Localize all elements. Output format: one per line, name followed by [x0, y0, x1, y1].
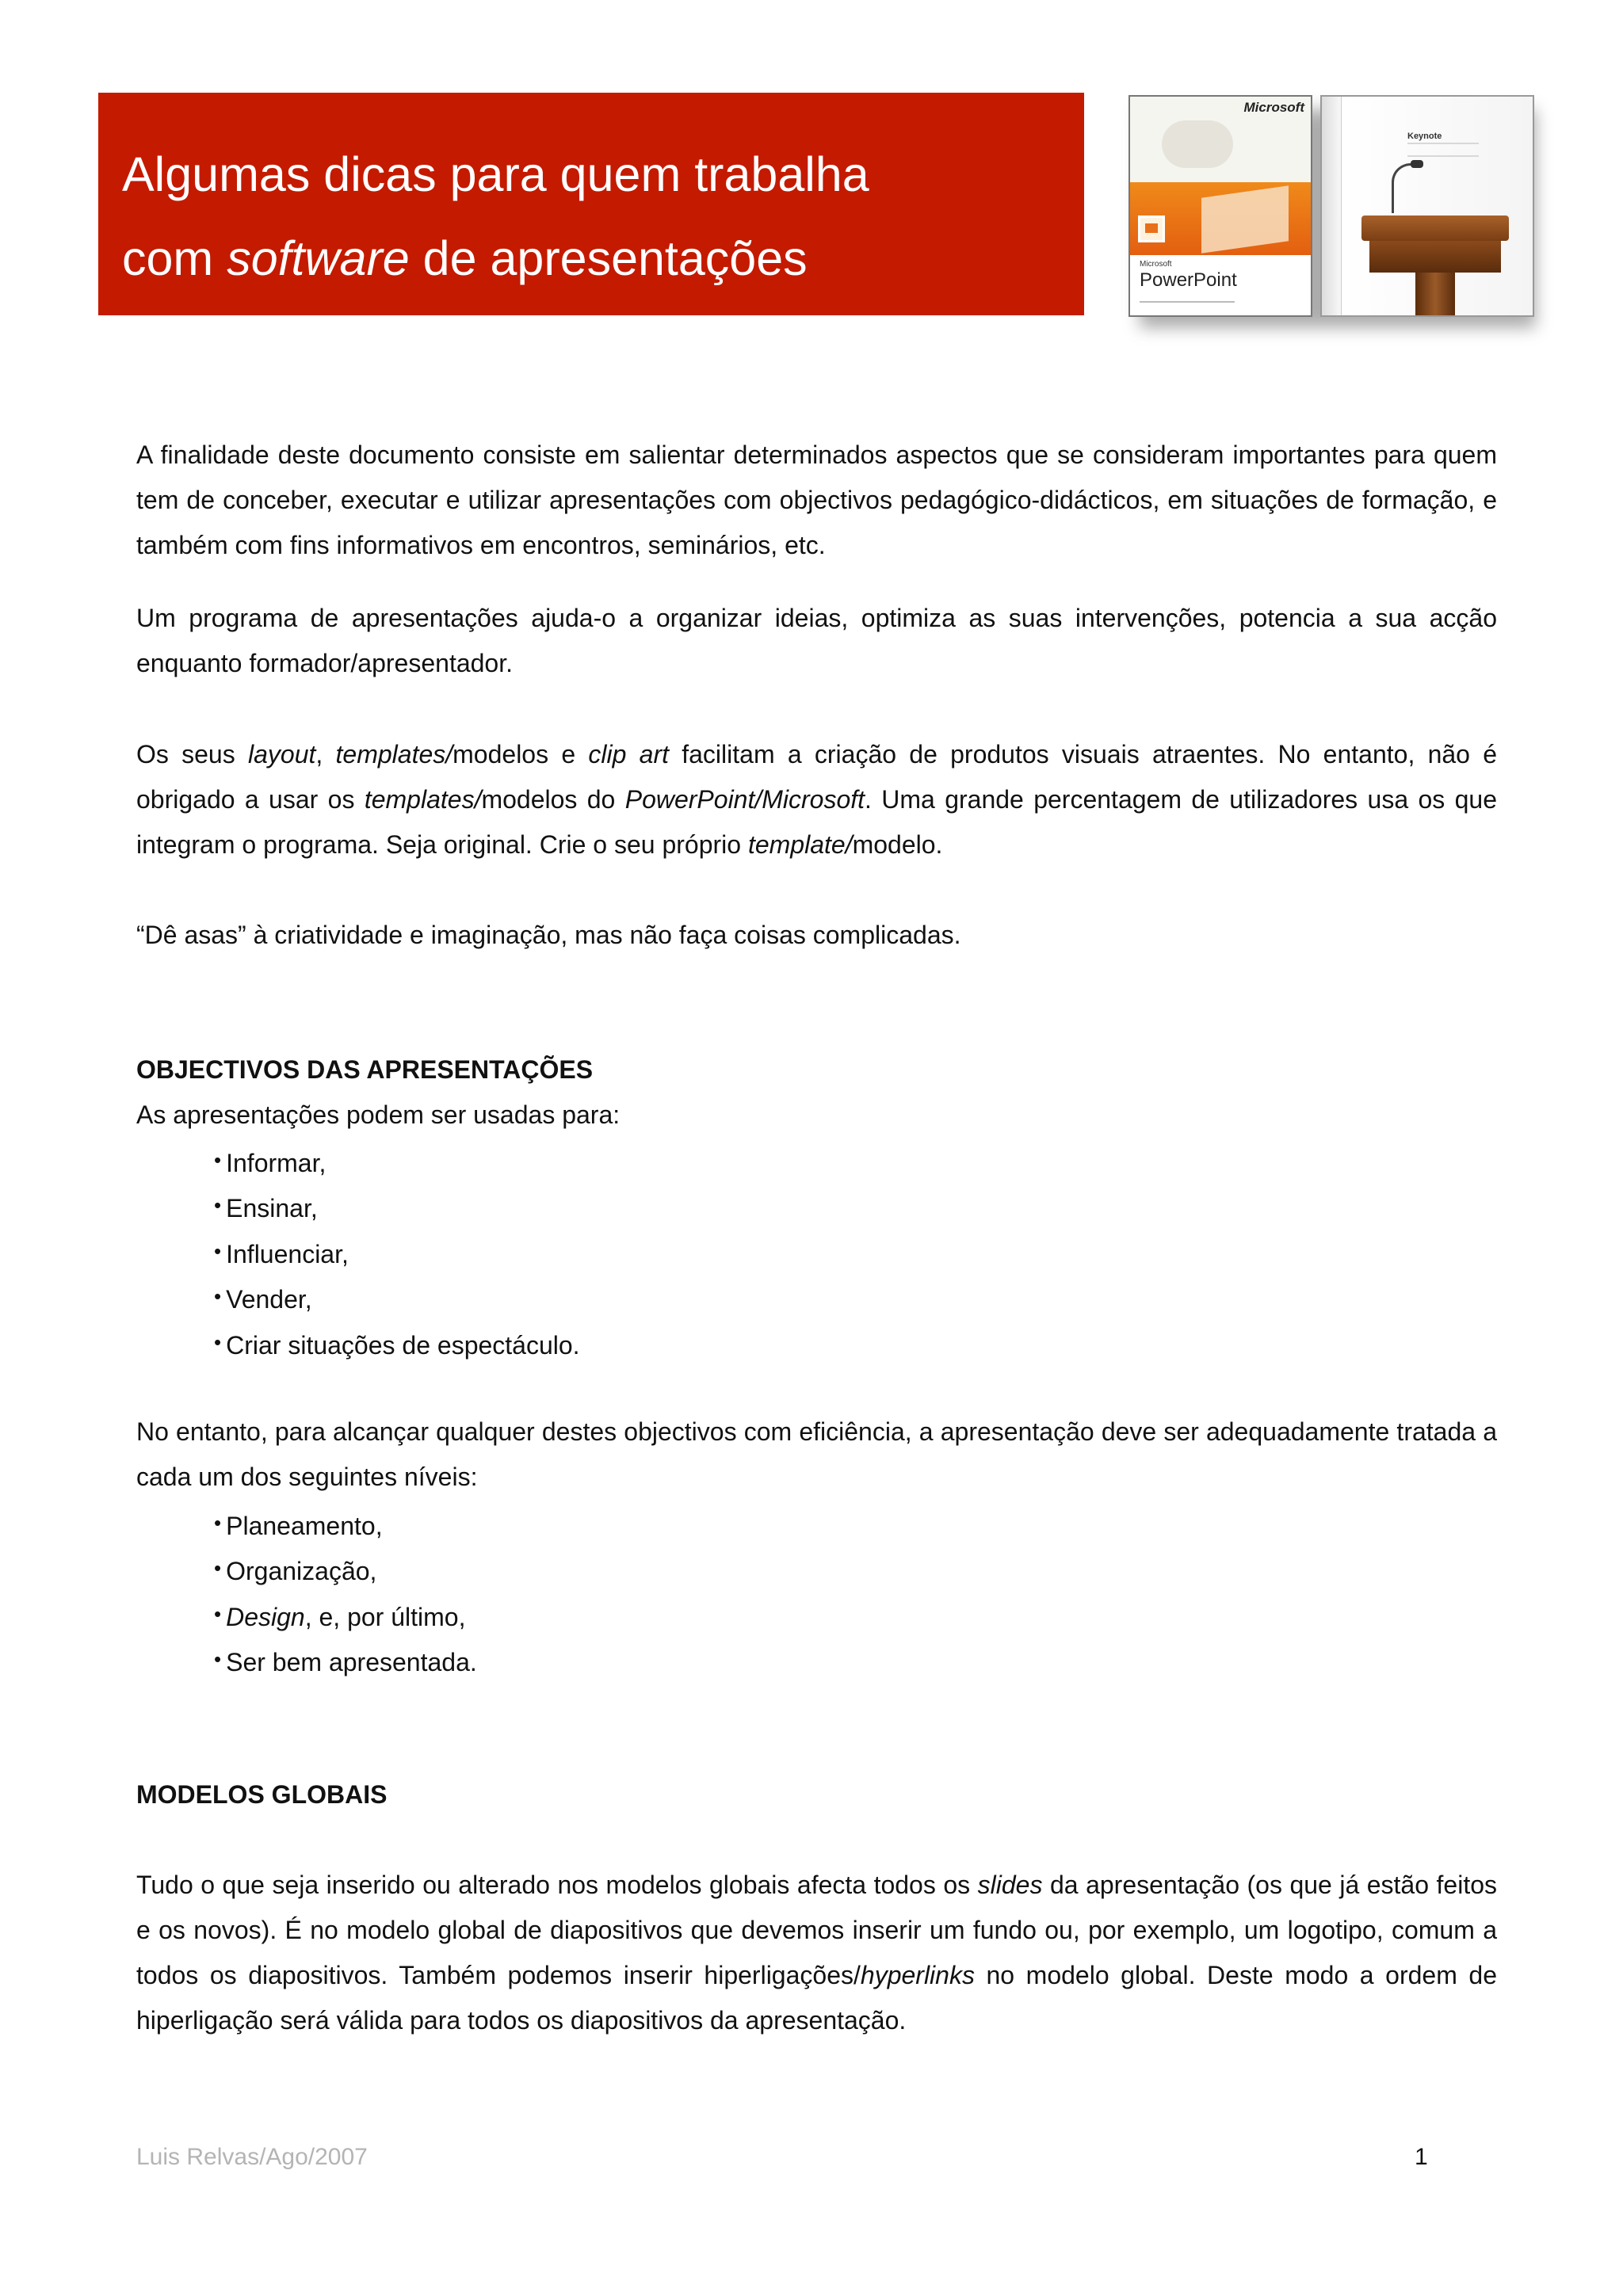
p3-italic-templates: templates/: [335, 740, 453, 769]
objectives-list: [214, 1138, 580, 1365]
intro-paragraph-2: Um programa de apresentações ajuda-o a organizar ideias, optimiza as suas intervenções, potencia a sua acção enquanto formador/apresentador.: [136, 604, 1497, 677]
gm-text-3: no modelo global. Deste modo a ordem de hiperligação será válida para todos os diapositivos da apresentação.: [136, 1961, 1498, 2035]
powerpoint-icon: [1138, 215, 1165, 242]
list-item-text: Ensinar,: [226, 1194, 318, 1223]
keynote-box: [1320, 95, 1534, 317]
p3-text-7: modelo.: [852, 830, 943, 859]
title-banner: [98, 93, 1084, 315]
bullet-icon: •: [214, 1329, 222, 1354]
ppt-microsoft-logo: Microsoft: [1243, 100, 1304, 115]
intro-paragraph-1: A finalidade deste documento consiste em salientar determinados aspectos que se consideram importantes para quem tem de conceber, executar e utilizar apresentações com objectivos pedagógico-didácticos, em situações de formação, e também com fins informativos em encontros, seminários, etc.: [136, 441, 1497, 559]
keynote-subtitle: [1407, 143, 1479, 157]
list-item: [214, 1637, 477, 1682]
powerpoint-box: [1128, 95, 1312, 317]
bullet-icon: •: [214, 1601, 222, 1626]
gm-italic-slides: slides: [977, 1871, 1043, 1899]
global-models-heading: MODELOS GLOBAIS: [136, 1780, 388, 1809]
ppt-brand: PowerPoint: [1140, 269, 1237, 291]
list-item: [214, 1501, 477, 1546]
ppt-brand-small: Microsoft: [1140, 260, 1172, 269]
p3-italic-clipart: clip art: [588, 740, 669, 769]
p3-text-5: modelos do: [481, 785, 625, 814]
bullet-icon: •: [214, 1238, 222, 1263]
list-item-text: Criar situações de espectáculo.: [226, 1330, 580, 1360]
list-item-text: , e, por último,: [304, 1602, 466, 1631]
microphone-icon: [1392, 163, 1418, 213]
list-item-text: Organização,: [226, 1557, 377, 1586]
global-models-paragraph: [136, 1863, 1497, 2043]
microphone-head: [1411, 160, 1423, 168]
lectern-front: [1369, 241, 1501, 273]
puzzle-shape: [1162, 120, 1233, 168]
ppt-fine-print: [1140, 301, 1235, 312]
list-item-text: Ser bem apresentada.: [226, 1648, 477, 1677]
objectives-lead: As apresentações podem ser usadas para:: [136, 1100, 621, 1129]
intro-paragraph-4: “Dê asas” à criatividade e imaginação, mas não faça coisas complicadas.: [136, 921, 961, 949]
list-item-design-italic: Design: [226, 1602, 305, 1631]
list-item-text: Vender,: [226, 1285, 312, 1314]
p3-text-2: ,: [315, 740, 336, 769]
list-item: [214, 1320, 580, 1365]
list-item: [214, 1229, 580, 1274]
title-line-2: [122, 216, 1084, 300]
title-prefix: com: [122, 231, 227, 285]
keynote-title: Keynote: [1407, 132, 1442, 141]
levels-paragraph: No entanto, para alcançar qualquer destes objectivos com eficiência, a apresentação deve ser adequadamente tratada a cada um dos seguintes níveis:: [136, 1417, 1497, 1491]
title-suffix: de apresentações: [409, 231, 808, 285]
lectern-top: [1361, 215, 1509, 241]
lectern-column: [1415, 273, 1455, 317]
bullet-icon: •: [214, 1193, 222, 1218]
p3-text-3: modelos e: [453, 740, 589, 769]
gm-text-1: Tudo o que seja inserido ou alterado nos modelos globais afecta todos os: [136, 1871, 978, 1899]
title-italic-software: software: [227, 231, 410, 285]
list-item-text: Informar,: [226, 1149, 327, 1177]
p3-italic-layout: layout: [247, 740, 316, 769]
bullet-icon: •: [214, 1647, 222, 1672]
p3-text-1: Os seus: [136, 740, 248, 769]
list-item: [214, 1138, 580, 1183]
keynote-spine: [1322, 97, 1342, 315]
intro-paragraph-3: [136, 732, 1497, 868]
p3-italic-powerpoint: PowerPoint/Microsoft: [624, 785, 865, 814]
p3-text-4: facilitam a criação de produtos visuais atraentes. No entanto, não é obrigado a usar os: [136, 740, 1498, 814]
p3-text-6: . Uma grande percentagem de utilizadores usa os que integram o programa. Seja original. Crie o seu próprio: [136, 785, 1498, 859]
levels-list: [214, 1501, 477, 1683]
list-item: [214, 1546, 477, 1591]
title-line-1: Algumas dicas para quem trabalha: [122, 147, 869, 201]
list-item: [214, 1274, 580, 1319]
p3-italic-template: template/: [747, 830, 853, 859]
bullet-icon: •: [214, 1284, 222, 1309]
page-number: 1: [1415, 2144, 1428, 2170]
list-item-text: Planeamento,: [226, 1512, 383, 1540]
list-item-text: Influenciar,: [226, 1239, 349, 1268]
gm-italic-hyperlinks: hyperlinks: [860, 1961, 975, 1989]
objectives-heading: OBJECTIVOS DAS APRESENTAÇÕES: [136, 1055, 594, 1084]
footer-author: Luis Relvas/Ago/2007: [136, 2144, 368, 2170]
bullet-icon: •: [214, 1148, 222, 1172]
gm-text-2: da apresentação (os que já estão feitos e os novos). É no modelo global de diapositivos que devemos inserir um fundo ou, por exemplo, um logotipo, comum a todos os diapositivos. Também podemos inserir hiperligações/: [136, 1871, 1498, 1989]
p3-italic-templates-2: templates/: [364, 785, 482, 814]
bullet-icon: •: [214, 1556, 222, 1581]
list-item: [214, 1183, 580, 1228]
product-boxes-image: [1128, 95, 1541, 325]
bullet-icon: •: [214, 1511, 222, 1535]
list-item: [214, 1592, 477, 1637]
